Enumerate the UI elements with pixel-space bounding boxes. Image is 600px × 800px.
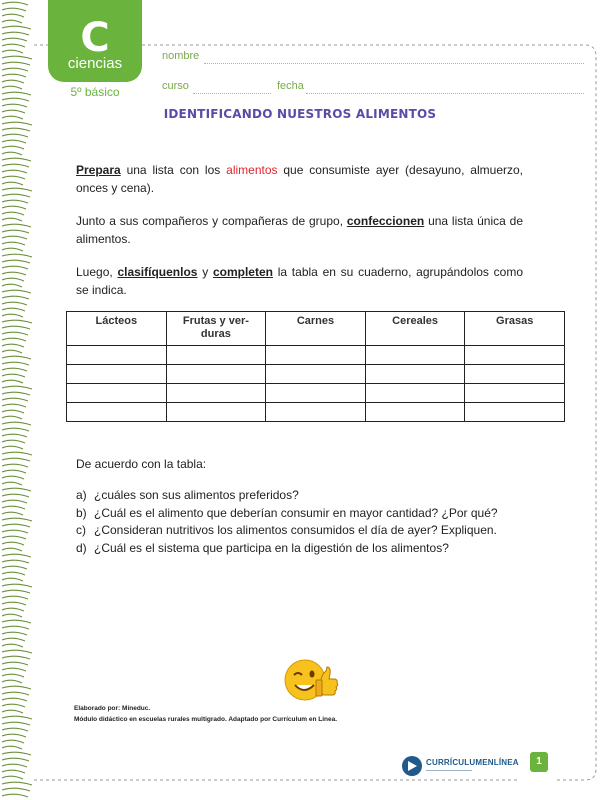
question-item [76, 505, 498, 523]
thumbs-up-wink-emoji-icon [283, 655, 339, 705]
question-text: ¿Consideran nutritivos los alimentos consumidos el día de ayer? Expliquen. [94, 523, 497, 537]
table-row [67, 403, 565, 422]
table-row [67, 346, 565, 365]
grade-label: 5º básico [70, 85, 120, 99]
name-field-line[interactable] [204, 63, 584, 64]
question-marker: d) [76, 540, 87, 555]
table-cell[interactable] [67, 346, 167, 365]
course-field-line[interactable] [193, 93, 271, 94]
credits-line-2: Módulo didáctico en escuelas rurales multigrado. Adaptado por Currículum en Línea. [74, 716, 338, 723]
keyword-confeccionen: confeccionen [346, 214, 425, 228]
table-cell[interactable] [67, 403, 167, 422]
table-cell[interactable] [166, 365, 266, 384]
table-cell[interactable] [266, 384, 366, 403]
keyword-completen: completen [212, 265, 273, 279]
table-header-row [67, 312, 565, 346]
page-title: IDENTIFICANDO NUESTROS ALIMENTOS [163, 107, 437, 121]
paragraph-text: una lista con los [120, 163, 227, 177]
credits [74, 703, 337, 725]
question-marker: c) [76, 523, 86, 537]
logo-tagline-decoration: ━━━━━━━━━━━━━━━━━━━ [426, 768, 472, 773]
table-cell[interactable] [166, 384, 266, 403]
paragraph-text: una lista única de alimentos. [76, 214, 523, 246]
keyword-clasifiquenlos: clasifíquenlos [117, 265, 198, 279]
instruction-paragraph-1 [76, 161, 523, 197]
course-field-label: curso [162, 80, 189, 92]
question-marker: b) [76, 505, 87, 520]
subject-badge [48, 0, 142, 82]
table-row [67, 365, 565, 384]
subject-name: ciencias [67, 55, 123, 72]
question-item [76, 522, 498, 540]
keyword-prepara: Prepara [76, 163, 121, 177]
instruction-paragraph-2 [76, 212, 523, 248]
subject-letter: C [80, 15, 110, 61]
question-marker: a) [76, 488, 87, 502]
keyword-alimentos: alimentos [226, 163, 278, 177]
table-cell[interactable] [67, 365, 167, 384]
credits-line-1: Elaborado por: Mineduc. [74, 705, 151, 712]
table-cell[interactable] [365, 384, 465, 403]
paragraph-text: que consumiste ayer (desayuno, almuerzo, onces y cena). [76, 163, 523, 195]
questions-list [76, 487, 498, 557]
column-header-frutas-verduras: Frutas y ver- duras [166, 312, 266, 346]
column-header-carnes: Carnes [266, 312, 366, 346]
question-item [76, 487, 498, 505]
table-cell[interactable] [67, 384, 167, 403]
question-text: ¿cuáles son sus alimentos preferidos? [94, 488, 299, 502]
table-cell[interactable] [166, 403, 266, 422]
table-cell[interactable] [465, 365, 565, 384]
table-cell[interactable] [365, 365, 465, 384]
curriculum-logo[interactable] [402, 754, 519, 780]
instruction-paragraph-3 [76, 263, 523, 299]
paragraph-text: la tabla en su cuaderno, agrupándolos como se indica. [76, 265, 523, 297]
table-cell[interactable] [266, 403, 366, 422]
column-header-lacteos: Lácteos [67, 312, 167, 346]
questions-intro: De acuerdo con la tabla: [76, 457, 207, 471]
column-header-grasas: Grasas [465, 312, 565, 346]
paragraph-text: Luego, [76, 265, 118, 279]
question-text: ¿Cuál es el alimento que deberían consumir en mayor cantidad? ¿Por qué? [94, 505, 498, 520]
name-field-label: nombre [162, 50, 200, 62]
page-number: 1 [530, 752, 548, 772]
question-text: ¿Cuál es el sistema que participa en la digestión de los alimentos? [94, 540, 449, 555]
table-cell[interactable] [465, 384, 565, 403]
table-cell[interactable] [266, 346, 366, 365]
table-row [67, 384, 565, 403]
question-item [76, 540, 498, 558]
date-field-label: fecha [277, 80, 304, 92]
paragraph-text: Junto a sus compañeros y compañeras de grupo, [76, 214, 347, 228]
paragraph-text: y [197, 265, 213, 279]
table-cell[interactable] [166, 346, 266, 365]
date-field-line[interactable] [306, 93, 584, 94]
table-cell[interactable] [465, 403, 565, 422]
table-cell[interactable] [465, 346, 565, 365]
table-cell[interactable] [365, 403, 465, 422]
table-cell[interactable] [365, 346, 465, 365]
curriculum-logo-icon [402, 756, 422, 776]
food-classification-table [66, 311, 565, 422]
table-cell[interactable] [266, 365, 366, 384]
logo-name: CURRÍCULUMENLÍNEA [426, 758, 519, 767]
column-header-cereales: Cereales [365, 312, 465, 346]
